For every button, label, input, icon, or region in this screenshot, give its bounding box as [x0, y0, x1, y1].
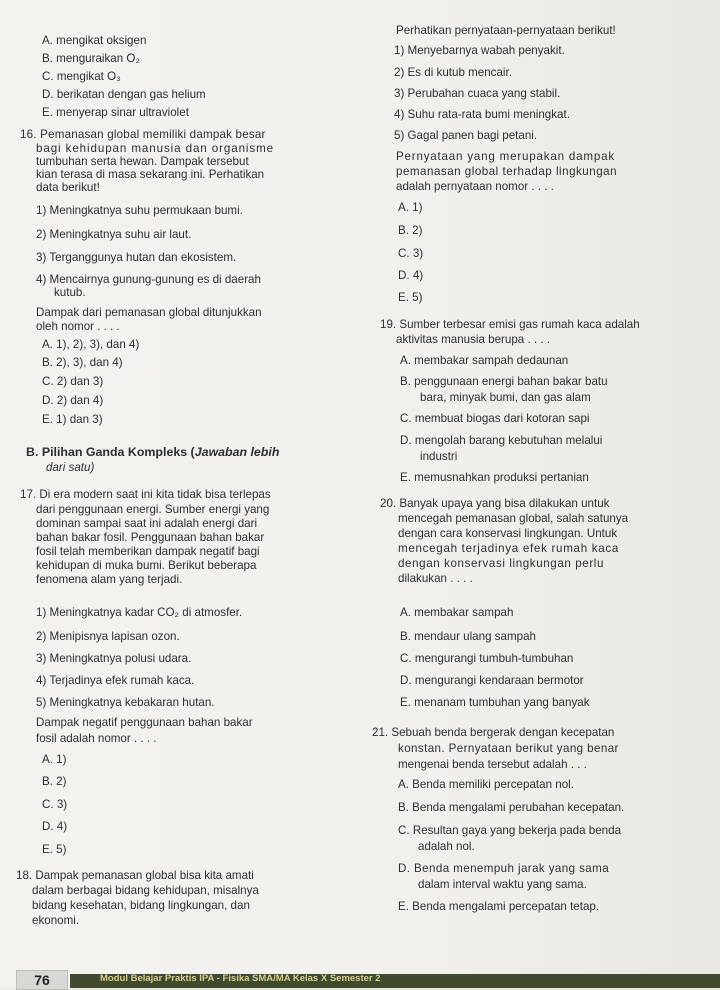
q19-option: B. penggunaan energi bahan bakar batu: [400, 375, 608, 388]
q17-statement: 4) Terjadinya efek rumah kaca.: [36, 674, 195, 687]
q17-statement: 2) Menipisnya lapisan ozon.: [36, 630, 180, 643]
option: E. 5): [398, 291, 423, 304]
q18-line: ekonomi.: [32, 914, 80, 927]
q17-line: fosil telah memberikan dampak negatif bagi: [36, 545, 260, 558]
page-number: 76: [16, 970, 68, 990]
q19-option: E. memusnahkan produksi pertanian: [400, 471, 589, 484]
option-c: C. mengikat O₃: [42, 70, 121, 83]
q20-line: mencegah pemanasan global, salah satunya: [398, 512, 629, 525]
q16-statement: kutub.: [54, 286, 86, 299]
q16-option: D. 2) dan 4): [42, 394, 104, 407]
q21-option: C. Resultan gaya yang bekerja pada benda: [398, 824, 622, 837]
q16-option: B. 2), 3), dan 4): [42, 356, 123, 369]
q16-option: C. 2) dan 3): [42, 375, 104, 388]
q16-option: A. 1), 2), 3), dan 4): [42, 338, 140, 351]
q20-line: dengan cara konservasi lingkungan. Untuk: [398, 527, 618, 540]
q17-option: B. 2): [42, 775, 67, 788]
option-b: B. menguraikan O₂: [42, 52, 140, 65]
q17-option: C. 3): [42, 798, 68, 811]
q21-line: konstan. Pernyataan berikut yang benar: [398, 742, 619, 755]
option: D. 4): [398, 269, 424, 282]
q18-line: 18. Dampak pemanasan global bisa kita amati: [16, 869, 254, 882]
q17-prompt: fosil adalah nomor . . . .: [36, 732, 157, 745]
q17-line: fenomena alam yang terjadi.: [36, 573, 183, 586]
q20-line: mencegah terjadinya efek rumah kaca: [398, 542, 620, 555]
q19-line: aktivitas manusia berupa . . . .: [396, 333, 551, 346]
q16-statement: 2) Meningkatnya suhu air laut.: [36, 228, 192, 241]
q20-option: A. membakar sampah: [400, 606, 514, 619]
q21-option: D. Benda menempuh jarak yang sama: [398, 862, 610, 875]
q19-line: 19. Sumber terbesar emisi gas rumah kaca adalah: [380, 318, 640, 331]
q16-option: E. 1) dan 3): [42, 413, 103, 426]
q16-statement: 3) Terganggunya hutan dan ekosistem.: [36, 251, 237, 264]
q21-option: E. Benda mengalami percepatan tetap.: [398, 900, 600, 913]
q16-line: tumbuhan serta hewan. Dampak tersebut: [36, 155, 249, 168]
q20-option: E. menanam tumbuhan yang banyak: [400, 696, 590, 709]
q17-line: bahan bakar fosil. Penggunaan bahan bakar: [36, 531, 265, 544]
q19-option: C. membuat biogas dari kotoran sapi: [400, 412, 590, 425]
q21-option: B. Benda mengalami perubahan kecepatan.: [398, 801, 625, 814]
q17-statement: 5) Meningkatnya kebakaran hutan.: [36, 696, 215, 709]
option-d: D. berikatan dengan gas helium: [42, 88, 206, 101]
q21-option: adalah nol.: [418, 840, 475, 853]
q20-option: B. mendaur ulang sampah: [400, 630, 536, 643]
statements-intro: Perhatikan pernyataan-pernyataan berikut!: [396, 24, 616, 37]
q17-line: dari penggunaan energi. Sumber energi yang: [36, 503, 270, 516]
q21-line: 21. Sebuah benda bergerak dengan kecepatan: [372, 726, 615, 739]
option: B. 2): [398, 224, 423, 237]
q16-prompt: Dampak dari pemanasan global ditunjukkan: [36, 306, 262, 319]
page-footer: [0, 970, 720, 988]
statement: 4) Suhu rata-rata bumi meningkat.: [394, 108, 570, 121]
q16-line: bagi kehidupan manusia dan organisme: [36, 142, 275, 155]
q20-line: dengan konservasi lingkungan perlu: [398, 557, 605, 570]
q17-option: D. 4): [42, 820, 68, 833]
q18-line: dalam berbagai bidang kehidupan, misalnya: [32, 884, 259, 897]
q17-prompt: Dampak negatif penggunaan bahan bakar: [36, 716, 253, 729]
prompt: adalah pernyataan nomor . . . .: [396, 180, 554, 193]
q17-option: E. 5): [42, 843, 67, 856]
section-b-heading: B. Pilihan Ganda Kompleks (Jawaban lebih: [26, 445, 280, 459]
statement: 1) Menyebarnya wabah penyakit.: [394, 44, 565, 57]
option-e: E. menyerap sinar ultraviolet: [42, 106, 189, 119]
q19-option: industri: [420, 450, 458, 463]
q16-line: data berikut!: [36, 181, 100, 194]
section-b-subtitle: dari satu): [46, 461, 95, 474]
q18-line: bidang kesehatan, bidang lingkungan, dan: [32, 899, 250, 912]
q16-statement: 4) Mencairnya gunung-gunung es di daerah: [36, 273, 261, 286]
q19-option: A. membakar sampah dedaunan: [400, 354, 569, 367]
q16-statement: 1) Meningkatnya suhu permukaan bumi.: [36, 204, 243, 217]
prompt: pemanasan global terhadap lingkungan: [396, 165, 618, 178]
book-title: Modul Belajar Praktis IPA - Fisika SMA/MA Kelas X Semester 2: [100, 973, 381, 984]
statement: 5) Gagal panen bagi petani.: [394, 129, 538, 142]
q20-option: C. mengurangi tumbuh-tumbuhan: [400, 652, 574, 665]
q19-option: bara, minyak bumi, dan gas alam: [420, 391, 591, 404]
q20-line: 20. Banyak upaya yang bisa dilakukan untuk: [380, 497, 610, 510]
q17-line: dominan sampai saat ini adalah energi dari: [36, 517, 258, 530]
option-a: A. mengikat oksigen: [42, 34, 147, 47]
q20-option: D. mengurangi kendaraan bermotor: [400, 674, 584, 687]
option: A. 1): [398, 201, 423, 214]
option: C. 3): [398, 247, 424, 260]
q17-line: kehidupan di muka bumi. Berikut beberapa: [36, 559, 257, 572]
q17-option: A. 1): [42, 753, 67, 766]
statement: 2) Es di kutub mencair.: [394, 66, 512, 79]
q21-option: dalam interval waktu yang sama.: [418, 878, 587, 891]
q21-option: A. Benda memiliki percepatan nol.: [398, 778, 574, 791]
q17-line: 17. Di era modern saat ini kita tidak bisa terlepas: [20, 488, 271, 501]
q17-statement: 3) Meningkatnya polusi udara.: [36, 652, 192, 665]
q16-line: kian terasa di masa sekarang ini. Perhatikan: [36, 168, 265, 181]
q21-line: mengenai benda tersebut adalah . . .: [398, 758, 587, 771]
q16-line: 16. Pemanasan global memiliki dampak besar: [20, 128, 266, 141]
q17-statement: 1) Meningkatnya kadar CO₂ di atmosfer.: [36, 606, 243, 619]
statement: 3) Perubahan cuaca yang stabil.: [394, 87, 561, 100]
q20-line: dilakukan . . . .: [398, 572, 473, 585]
q16-prompt: oleh nomor . . . .: [36, 320, 120, 333]
q19-option: D. mengolah barang kebutuhan melalui: [400, 434, 603, 447]
prompt: Pernyataan yang merupakan dampak: [396, 150, 615, 163]
